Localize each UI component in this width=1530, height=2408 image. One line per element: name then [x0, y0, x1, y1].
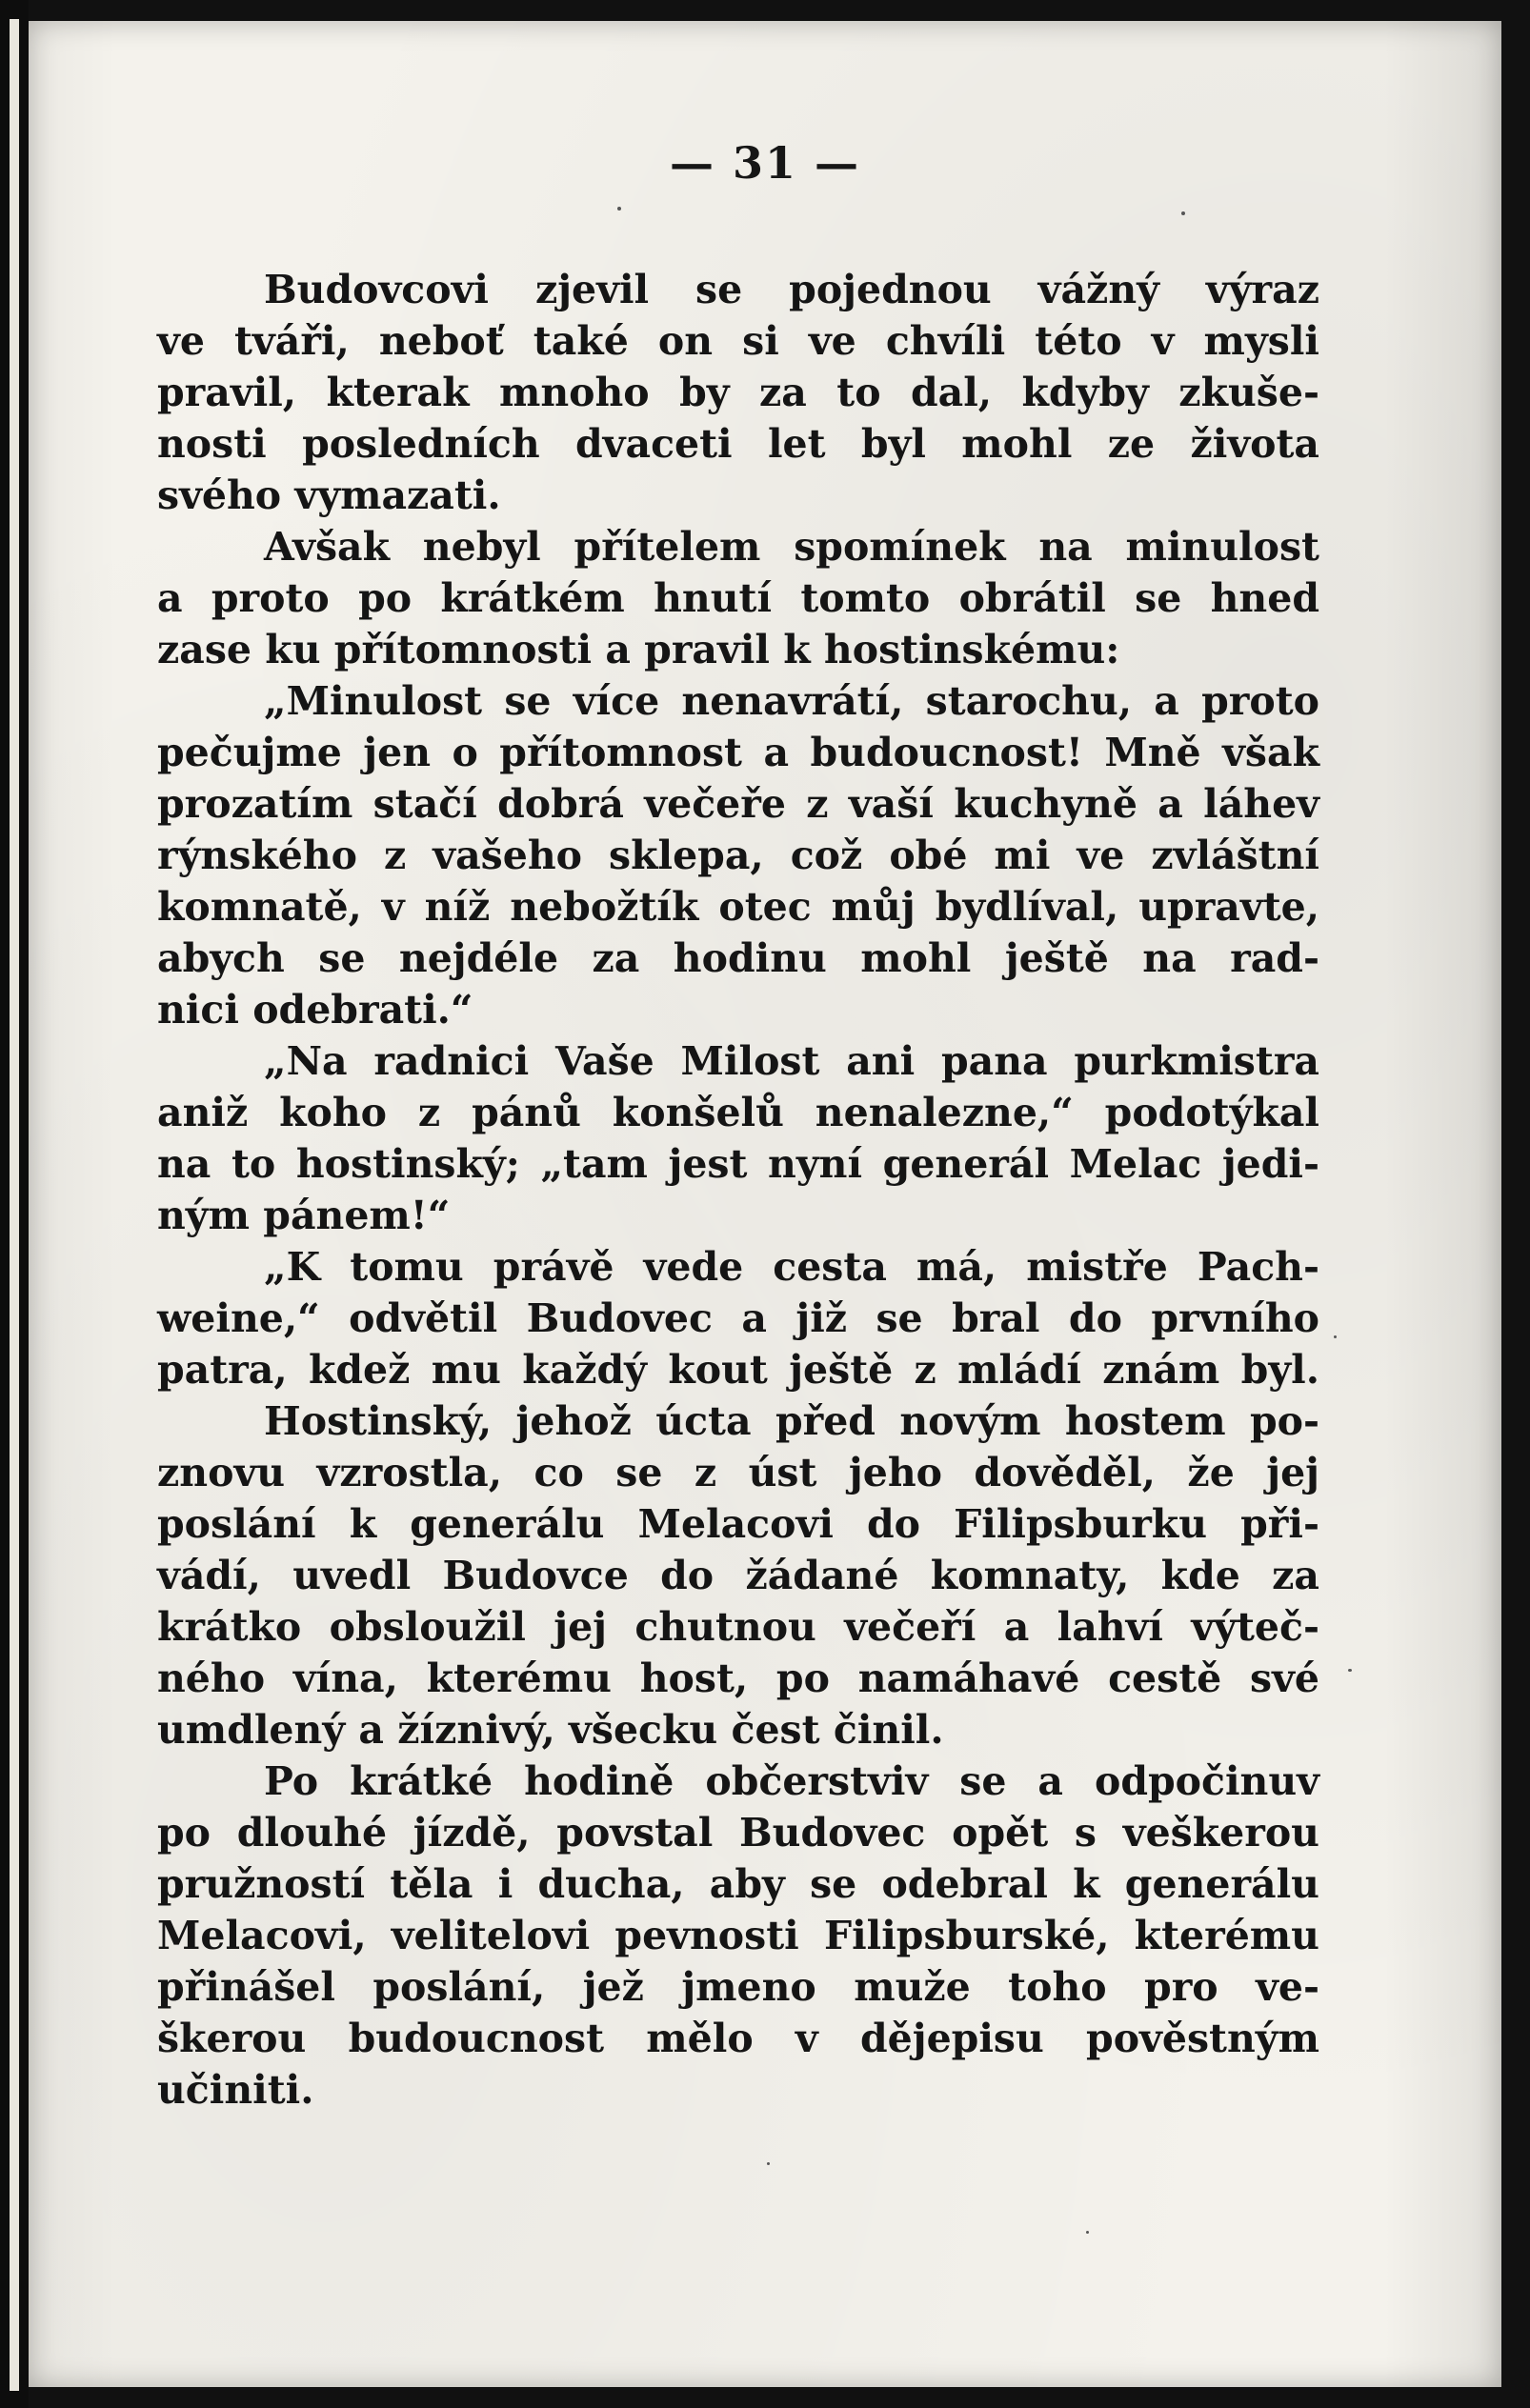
text-line: škerou budoucnost mělo v dějepisu pověstným — [157, 2016, 1319, 2061]
text-line: poslání k generálu Melacovi do Filipsburku při- — [157, 1501, 1319, 1547]
text-line: učiniti. — [157, 2067, 314, 2113]
text-line: Avšak nebyl přítelem spomínek na minulost — [264, 524, 1319, 570]
text-line: Po krátké hodině občerstviv se a odpočinuv — [264, 1758, 1319, 1804]
text-line: abych se nejdéle za hodinu mohl ještě na rad- — [157, 935, 1319, 981]
text-line: komnatě, v níž nebožtík otec můj bydlíval, upravte, — [157, 884, 1319, 930]
text-line: „K tomu právě vede cesta má, mistře Pach- — [264, 1244, 1319, 1290]
text-line: rýnského z vašeho sklepa, což obé mi ve zvláštní — [157, 833, 1319, 878]
text-line: a proto po krátkém hnutí tomto obrátil se hned — [157, 575, 1319, 621]
text-line: pečujme jen o přítomnost a budoucnost! Mně však — [157, 730, 1319, 775]
paper-speck — [617, 207, 621, 211]
adjacent-page-edge — [10, 19, 19, 2391]
text-line: po dlouhé jízdě, povstal Budovec opět s veškerou — [157, 1810, 1319, 1856]
text-line: ve tváři, neboť také on si ve chvíli této v mysli — [157, 318, 1319, 364]
paper-speck — [767, 2162, 770, 2165]
text-line: ným pánem!“ — [157, 1193, 451, 1238]
text-line: Melacovi, velitelovi pevnosti Filipsburské, kterému — [157, 1913, 1319, 1958]
text-line: nosti posledních dvaceti let byl mohl ze života — [157, 421, 1319, 467]
text-line: přinášel poslání, jež jmeno muže toho pro ve- — [157, 1964, 1319, 2010]
book-page — [29, 21, 1501, 2387]
text-line: zase ku přítomnosti a pravil k hostinskému: — [157, 627, 1120, 672]
text-line: „Na radnici Vaše Milost ani pana purkmistra — [264, 1038, 1319, 1084]
text-line: svého vymazati. — [157, 472, 501, 518]
text-line: „Minulost se více nenavrátí, starochu, a proto — [264, 678, 1319, 724]
text-line: Budovcovi zjevil se pojednou vážný výraz — [264, 267, 1319, 312]
text-line: umdlený a žíznivý, všecku čest činil. — [157, 1707, 944, 1753]
text-line: nici odebrati.“ — [157, 987, 473, 1033]
text-line: vádí, uvedl Budovce do žádané komnaty, kde za — [157, 1553, 1319, 1598]
text-line: na to hostinský; „tam jest nyní generál Melac jedi- — [157, 1141, 1319, 1187]
text-line: weine,“ odvětil Budovec a již se bral do prvního — [157, 1295, 1319, 1341]
text-line: pružností těla i ducha, aby se odebral k generálu — [157, 1861, 1319, 1907]
text-line: aniž koho z pánů konšelů nenalezne,“ podotýkal — [157, 1090, 1319, 1135]
paper-speck — [1334, 1335, 1337, 1338]
text-line: Hostinský, jehož úcta před novým hostem po- — [264, 1398, 1319, 1444]
text-line: pravil, kterak mnoho by za to dal, kdyby zkuše- — [157, 370, 1319, 415]
page-number: — 31 — — [669, 137, 861, 189]
paper-speck — [1181, 211, 1185, 215]
paper-speck — [1086, 2231, 1089, 2234]
text-line: prozatím stačí dobrá večeře z vaší kuchyně a láhev — [157, 781, 1319, 827]
text-line: krátko obsloužil jej chutnou večeří a lahví výteč- — [157, 1604, 1319, 1650]
text-line: ného vína, kterému host, po namáhavé cestě své — [157, 1656, 1319, 1701]
text-line: znovu vzrostla, co se z úst jeho dověděl, že jej — [157, 1450, 1319, 1495]
paper-speck — [1348, 1669, 1352, 1672]
text-line: patra, kdež mu každý kout ještě z mládí znám byl. — [157, 1347, 1319, 1393]
page-text — [157, 264, 1319, 2116]
